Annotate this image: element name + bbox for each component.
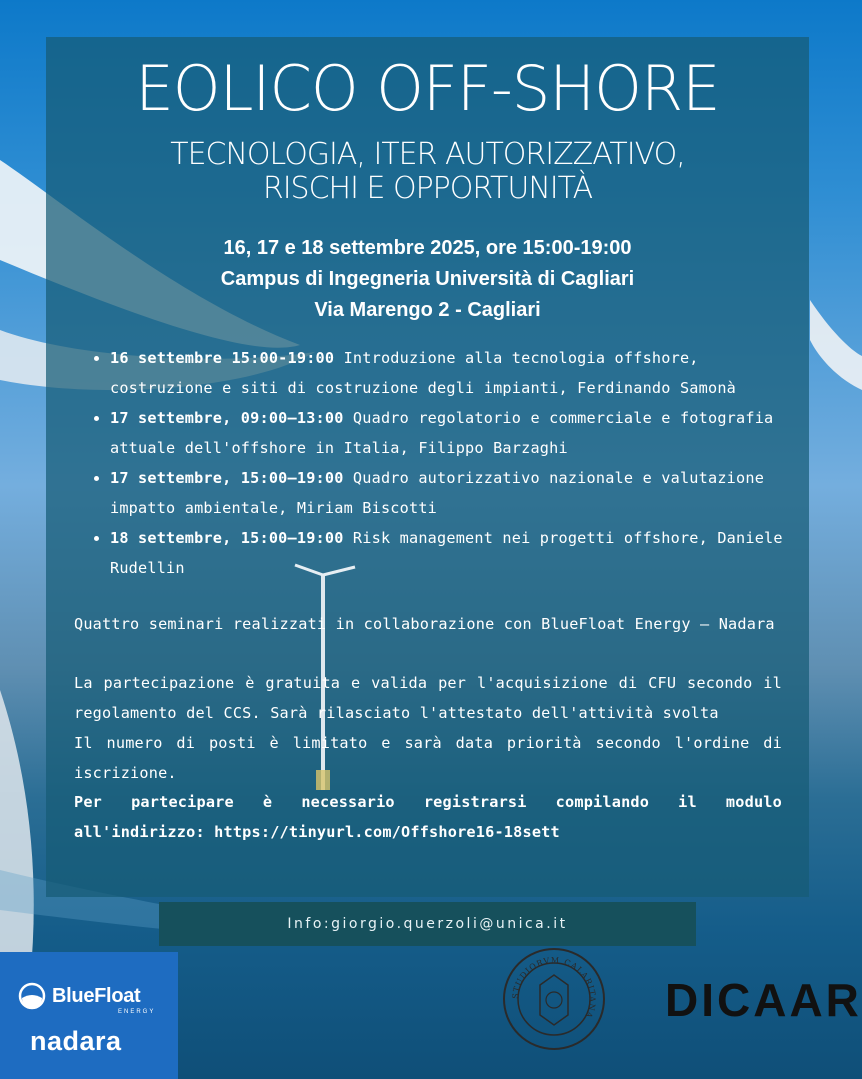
nadara-logo: nadara [30,1026,122,1056]
session-item [110,343,800,403]
sponsor-logo-box [0,952,178,1079]
session-time: 16 settembre 15:00-19:00 [110,349,335,367]
participation-note: La partecipazione è gratuita e valida per l'acquisizione di CFU secondo il regolamento del CCS. Sarà rilasciato l'attestato dell'attività svolta [74,674,782,722]
dicaar-logo: DICAAR [665,974,862,1026]
bluefloat-name: BlueFloat [52,984,141,1007]
seal-inscription: STUDIORVM CALARITANA [510,955,598,1020]
session-time: 17 settembre, 09:00–13:00 [110,409,344,427]
event-address: Via Marengo 2 - Cagliari [314,299,541,321]
event-venue: Campus di Ingegneria Università di Cagliari [220,268,635,290]
session-time: 18 settembre, 15:00–19:00 [110,529,344,547]
collaboration-note: Quattro seminari realizzati in collaborazione con BlueFloat Energy – Nadara [74,615,775,633]
university-seal [500,945,608,1053]
event-dates: 16, 17 e 18 settembre 2025, ore 15:00-19:00 [223,237,632,259]
bluefloat-icon [18,982,46,1010]
bluefloat-logo [18,982,140,1010]
session-item [110,403,800,463]
event-details [46,233,809,326]
page-title: EOLICO OFF-SHORE [135,52,720,125]
contact-info-bar[interactable]: Info:giorgio.querzoli@unica.it [159,902,696,946]
bluefloat-energy-tag: ENERGY [118,1009,156,1015]
session-list [88,343,800,583]
subtitle-line-1: TECNOLOGIA, ITER AUTORIZZATIVO, [170,137,685,172]
session-item [110,463,800,523]
session-description: Quadro autorizzativo nazionale e valutazione impatto ambientale, Miriam Biscotti [110,469,765,517]
subtitle-line-2: RISCHI E OPPORTUNITÀ [262,171,593,206]
session-time: 17 settembre, 15:00–19:00 [110,469,344,487]
session-description: Risk management nei progetti offshore, Daniele Rudellin [110,529,783,577]
registration-note[interactable]: Per partecipare è necessario registrarsi compilando il modulo all'indirizzo: https://tinyurl.com/Offshore16-18sett [74,793,782,841]
session-description: Introduzione alla tecnologia offshore, costruzione e siti di costruzione degli impianti, Ferdinando Samonà [110,349,737,397]
session-description: Quadro regolatorio e commerciale e fotografia attuale dell'offshore in Italia, Filippo Barzaghi [110,409,774,457]
page-subtitle [46,138,809,206]
seats-note: Il numero di posti è limitato e sarà data priorità secondo l'ordine di iscrizione. [74,734,782,782]
session-item [110,523,800,583]
